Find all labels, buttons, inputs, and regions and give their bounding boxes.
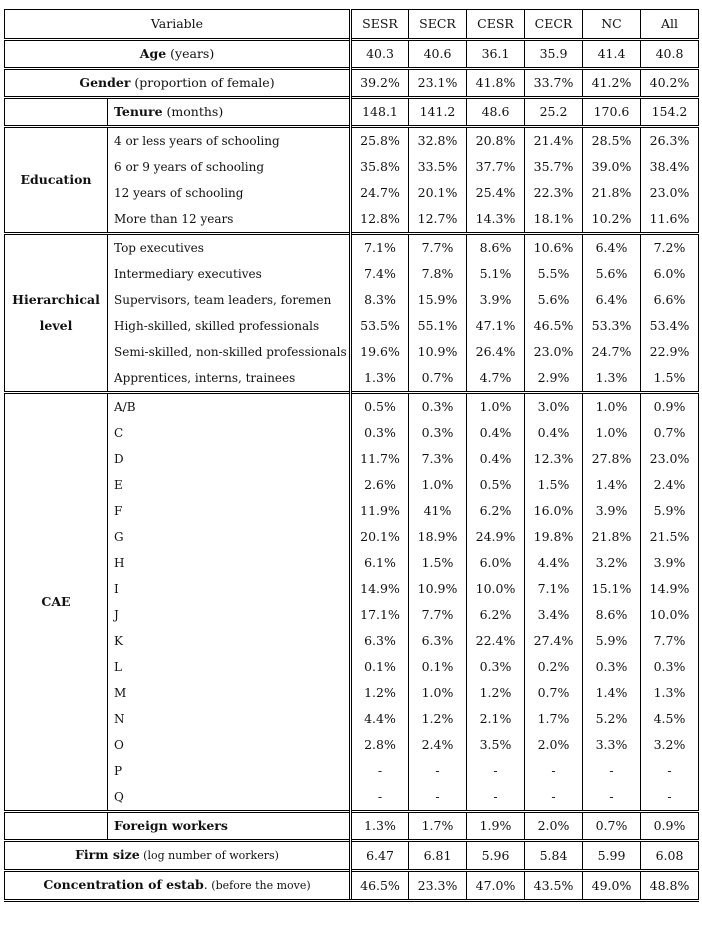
- cae-item-label: C: [114, 426, 124, 440]
- row-foreign-value-cesr: 1.9%: [467, 812, 525, 841]
- cae-row-value-cesr: 0.4%: [467, 420, 525, 446]
- row-gender-value-cecr: 33.7%: [525, 69, 583, 98]
- hierarchical-level-row: [5, 234, 699, 262]
- row-concentration-value-cecr: 43.5%: [525, 871, 583, 901]
- header-sesr: SESR: [351, 10, 409, 40]
- row-concentration-value-cesr: 47.0%: [467, 871, 525, 901]
- hierarchical-level-row-value-cecr: 5.5%: [525, 261, 583, 287]
- education-row: [5, 154, 699, 180]
- hierarchical-level-row-value-sesr: 53.5%: [351, 313, 409, 339]
- education-row-value-all: 38.4%: [641, 154, 699, 180]
- row-gender-label-detail: (proportion of female): [130, 75, 275, 90]
- cae-item-label: G: [114, 530, 124, 544]
- cae-row-value-cecr: 2.0%: [525, 732, 583, 758]
- education-row-value-nc: 28.5%: [583, 127, 641, 155]
- cae-row-value-cecr: 19.8%: [525, 524, 583, 550]
- cae-row-value-nc: -: [583, 758, 641, 784]
- cae-row-value-cecr: 16.0%: [525, 498, 583, 524]
- row-tenure-label: [108, 98, 351, 127]
- cae-row: [5, 524, 699, 550]
- row-gender-value-cesr: 41.8%: [467, 69, 525, 98]
- cae-row-value-secr: 2.4%: [409, 732, 467, 758]
- row-tenure-value-nc: 170.6: [583, 98, 641, 127]
- cae-item-label: A/B: [108, 393, 351, 421]
- row-tenure-value-all: 154.2: [641, 98, 699, 127]
- education-row: [5, 180, 699, 206]
- row-tenure-value-sesr: 148.1: [351, 98, 409, 127]
- row-age-label: [5, 40, 351, 69]
- cae-row-value-sesr: 0.1%: [351, 654, 409, 680]
- hierarchical-level-item-label: Supervisors, team leaders, foremen: [114, 293, 332, 307]
- education-category-label: [5, 127, 108, 234]
- cae-row-value-cesr: 6.2%: [467, 602, 525, 628]
- row-foreign-workers: [5, 812, 699, 841]
- cae-row-value-cesr: 24.9%: [467, 524, 525, 550]
- cae-item-label: L: [114, 660, 122, 674]
- education-row-value-cecr: 22.3%: [525, 180, 583, 206]
- cae-row-value-cesr: 6.0%: [467, 550, 525, 576]
- cae-row-value-cecr: 1.7%: [525, 706, 583, 732]
- education-category-text: Education: [20, 172, 92, 187]
- education-row-value-secr: 20.1%: [409, 180, 467, 206]
- hierarchical-level-row: [5, 261, 699, 287]
- cae-row-value-nc: 3.3%: [583, 732, 641, 758]
- education-row-value-cesr: 20.8%: [467, 127, 525, 155]
- row-firm-size-label-bold: Firm size: [75, 847, 140, 862]
- cae-row-value-cecr: 0.4%: [525, 420, 583, 446]
- cae-row-value-all: 14.9%: [641, 576, 699, 602]
- row-firm-size-value-cecr: 5.84: [525, 841, 583, 871]
- hierarchical-level-row-value-cesr: 47.1%: [467, 313, 525, 339]
- hierarchical-level-row-value-secr: 0.7%: [409, 365, 467, 393]
- header-all: All: [641, 10, 699, 40]
- row-firm-size-value-cesr: 5.96: [467, 841, 525, 871]
- hierarchical-level-item-label: Apprentices, interns, trainees: [114, 371, 296, 385]
- cae-row-value-cesr: 10.0%: [467, 576, 525, 602]
- cae-row-value-all: 21.5%: [641, 524, 699, 550]
- cae-row-value-secr: 0.3%: [409, 420, 467, 446]
- cae-row: [5, 550, 699, 576]
- row-age-value-secr: 40.6: [409, 40, 467, 69]
- row-age-value-cesr: 36.1: [467, 40, 525, 69]
- hierarchical-level-row-value-sesr: 8.3%: [351, 287, 409, 313]
- education-row-value-all: 26.3%: [641, 127, 699, 155]
- cae-row-value-cesr: 0.5%: [467, 472, 525, 498]
- cae-row: [5, 758, 699, 784]
- cae-row: [5, 784, 699, 812]
- education-row-value-cecr: 18.1%: [525, 206, 583, 234]
- hierarchical-level-row-value-nc: 24.7%: [583, 339, 641, 365]
- cae-row-value-sesr: 1.2%: [351, 680, 409, 706]
- row-concentration-value-sesr: 46.5%: [351, 871, 409, 901]
- hierarchical-level-item-label: Top executives: [108, 234, 351, 262]
- row-tenure: [5, 98, 699, 127]
- row-firm-size-value-secr: 6.81: [409, 841, 467, 871]
- hierarchical-level-category-label: [5, 234, 108, 393]
- cae-row-value-sesr: 14.9%: [351, 576, 409, 602]
- cae-row: [5, 628, 699, 654]
- cae-row-value-cecr: 0.7%: [525, 680, 583, 706]
- cae-row-value-sesr: 4.4%: [351, 706, 409, 732]
- cae-row-value-all: -: [641, 758, 699, 784]
- cae-item-label: E: [114, 478, 123, 492]
- cae-row-value-all: 7.7%: [641, 628, 699, 654]
- hierarchical-level-row-value-all: 1.5%: [641, 365, 699, 393]
- education-row-value-sesr: 12.8%: [351, 206, 409, 234]
- cae-row-value-secr: 1.0%: [409, 680, 467, 706]
- row-age-value-nc: 41.4: [583, 40, 641, 69]
- hierarchical-level-row-value-all: 7.2%: [641, 234, 699, 262]
- header-cecr: CECR: [525, 10, 583, 40]
- cae-item-label: F: [114, 504, 123, 518]
- cae-row-value-secr: -: [409, 784, 467, 812]
- row-age-value-cecr: 35.9: [525, 40, 583, 69]
- education-row-value-sesr: 25.8%: [351, 127, 409, 155]
- hierarchical-level-row-value-secr: 55.1%: [409, 313, 467, 339]
- cae-row: [5, 706, 699, 732]
- hierarchical-level-row-value-sesr: 19.6%: [351, 339, 409, 365]
- header-secr: SECR: [409, 10, 467, 40]
- row-gender-label-bold: Gender: [79, 75, 131, 90]
- header-nc: NC: [583, 10, 641, 40]
- row-age-value-sesr: 40.3: [351, 40, 409, 69]
- row-concentration-label-detail: (before the move): [207, 879, 311, 892]
- hierarchical-level-row-value-secr: 15.9%: [409, 287, 467, 313]
- cae-row-value-nc: 1.0%: [583, 420, 641, 446]
- cae-row-value-all: 0.9%: [641, 393, 699, 421]
- education-row-value-cesr: 14.3%: [467, 206, 525, 234]
- cae-row-value-cecr: 3.4%: [525, 602, 583, 628]
- cae-row-value-sesr: 2.8%: [351, 732, 409, 758]
- hierarchical-level-row-value-cesr: 8.6%: [467, 234, 525, 262]
- cae-row-value-secr: 7.3%: [409, 446, 467, 472]
- cae-row-value-nc: 5.2%: [583, 706, 641, 732]
- cae-row-value-sesr: 2.6%: [351, 472, 409, 498]
- cae-row-value-nc: 5.9%: [583, 628, 641, 654]
- cae-row-value-secr: 7.7%: [409, 602, 467, 628]
- cae-item-label: O: [114, 738, 124, 752]
- cae-row-value-nc: 8.6%: [583, 602, 641, 628]
- cae-row-value-nc: 15.1%: [583, 576, 641, 602]
- cae-row-value-cesr: 0.3%: [467, 654, 525, 680]
- cae-row-value-all: 5.9%: [641, 498, 699, 524]
- education-row-value-cecr: 35.7%: [525, 154, 583, 180]
- cae-row-value-cesr: 22.4%: [467, 628, 525, 654]
- hierarchical-level-row-value-secr: 10.9%: [409, 339, 467, 365]
- education-row-value-cesr: 25.4%: [467, 180, 525, 206]
- cae-category-text: CAE: [41, 594, 71, 609]
- header-cesr: CESR: [467, 10, 525, 40]
- row-gender-label: [5, 69, 351, 98]
- cae-row-value-cecr: 12.3%: [525, 446, 583, 472]
- cae-row-value-secr: 0.3%: [409, 393, 467, 421]
- cae-row-value-sesr: 11.7%: [351, 446, 409, 472]
- cae-row-value-sesr: 0.3%: [351, 420, 409, 446]
- cae-row-value-secr: 10.9%: [409, 576, 467, 602]
- hierarchical-level-row-value-nc: 6.4%: [583, 234, 641, 262]
- hierarchical-level-row-value-sesr: 1.3%: [351, 365, 409, 393]
- cae-row-value-cesr: 3.5%: [467, 732, 525, 758]
- education-row-value-nc: 39.0%: [583, 154, 641, 180]
- row-tenure-value-cecr: 25.2: [525, 98, 583, 127]
- cae-row-value-secr: 18.9%: [409, 524, 467, 550]
- cae-row-value-nc: 27.8%: [583, 446, 641, 472]
- cae-row-value-sesr: 0.5%: [351, 393, 409, 421]
- education-row-value-secr: 32.8%: [409, 127, 467, 155]
- cae-row-value-sesr: 6.1%: [351, 550, 409, 576]
- cae-row-value-cesr: 1.0%: [467, 393, 525, 421]
- hierarchical-level-row-value-cecr: 46.5%: [525, 313, 583, 339]
- hierarchical-level-row-value-cesr: 4.7%: [467, 365, 525, 393]
- hierarchical-level-category-text: level: [39, 318, 73, 333]
- cae-row-value-all: -: [641, 784, 699, 812]
- row-foreign-value-all: 0.9%: [641, 812, 699, 841]
- hierarchical-level-row-value-sesr: 7.1%: [351, 234, 409, 262]
- cae-row: [5, 680, 699, 706]
- cae-row-value-all: 1.3%: [641, 680, 699, 706]
- row-firm-size: [5, 841, 699, 871]
- hierarchical-level-item-label: Semi-skilled, non-skilled professionals: [114, 345, 347, 359]
- hierarchical-level-row-value-nc: 53.3%: [583, 313, 641, 339]
- cae-row-value-all: 23.0%: [641, 446, 699, 472]
- cae-row: [5, 446, 699, 472]
- row-foreign-value-secr: 1.7%: [409, 812, 467, 841]
- row-firm-size-label-detail: (log number of workers): [139, 849, 279, 862]
- cae-item-label: N: [114, 712, 125, 726]
- cae-row-value-cecr: -: [525, 784, 583, 812]
- cae-row-value-nc: 21.8%: [583, 524, 641, 550]
- row-concentration-label-bold: Concentration of estab: [43, 877, 204, 892]
- cae-row: [5, 576, 699, 602]
- hierarchical-level-row: [5, 339, 699, 365]
- row-concentration-value-nc: 49.0%: [583, 871, 641, 901]
- cae-row-value-cesr: -: [467, 784, 525, 812]
- cae-row-value-nc: 3.9%: [583, 498, 641, 524]
- cae-row-value-cesr: 2.1%: [467, 706, 525, 732]
- cae-item-label: D: [114, 452, 124, 466]
- cae-row: [5, 602, 699, 628]
- cae-row: [5, 654, 699, 680]
- row-tenure-label-bold: Tenure: [114, 104, 163, 119]
- row-gender-value-secr: 23.1%: [409, 69, 467, 98]
- cae-row-value-secr: -: [409, 758, 467, 784]
- cae-row-value-all: 3.2%: [641, 732, 699, 758]
- cae-row-value-cecr: 7.1%: [525, 576, 583, 602]
- row-concentration-label: [5, 871, 351, 901]
- cae-row-value-secr: 6.3%: [409, 628, 467, 654]
- hierarchical-level-row: [5, 287, 699, 313]
- education-item-label: 12 years of schooling: [114, 186, 244, 200]
- hierarchical-level-row-value-all: 22.9%: [641, 339, 699, 365]
- education-row-value-cesr: 37.7%: [467, 154, 525, 180]
- hierarchical-level-row-value-cecr: 23.0%: [525, 339, 583, 365]
- cae-category-label: [5, 393, 108, 812]
- cae-item-label: J: [114, 608, 119, 622]
- education-row-value-sesr: 35.8%: [351, 154, 409, 180]
- cae-row-value-cecr: 27.4%: [525, 628, 583, 654]
- hierarchical-level-category-text: Hierarchical: [12, 292, 100, 307]
- row-concentration-label-dot: .: [203, 877, 208, 892]
- row-concentration: [5, 871, 699, 901]
- education-row-value-secr: 33.5%: [409, 154, 467, 180]
- hierarchical-level-row-value-cecr: 10.6%: [525, 234, 583, 262]
- cae-row-value-all: 4.5%: [641, 706, 699, 732]
- hierarchical-level-row-value-nc: 1.3%: [583, 365, 641, 393]
- hierarchical-level-row: [5, 365, 699, 393]
- education-row: [5, 127, 699, 155]
- hierarchical-level-row-value-all: 53.4%: [641, 313, 699, 339]
- education-row-value-all: 11.6%: [641, 206, 699, 234]
- hierarchical-level-row-value-cecr: 2.9%: [525, 365, 583, 393]
- hierarchical-level-row-value-cesr: 26.4%: [467, 339, 525, 365]
- header-row: [5, 10, 699, 40]
- cae-row: [5, 393, 699, 421]
- cae-row-value-all: 0.3%: [641, 654, 699, 680]
- education-row-value-sesr: 24.7%: [351, 180, 409, 206]
- cae-row-value-cecr: 4.4%: [525, 550, 583, 576]
- cae-row-value-all: 3.9%: [641, 550, 699, 576]
- cae-row-value-secr: 0.1%: [409, 654, 467, 680]
- hierarchical-level-row-value-cesr: 5.1%: [467, 261, 525, 287]
- cae-row-value-all: 2.4%: [641, 472, 699, 498]
- statistics-table-container: [4, 9, 698, 902]
- header-variable: Variable: [5, 10, 351, 40]
- hierarchical-level-row-value-nc: 5.6%: [583, 261, 641, 287]
- row-gender: [5, 69, 699, 98]
- cae-row-value-secr: 41%: [409, 498, 467, 524]
- cae-row-value-cesr: -: [467, 758, 525, 784]
- cae-item-label: K: [114, 634, 123, 648]
- cae-row-value-nc: 1.4%: [583, 680, 641, 706]
- row-tenure-label-detail: (months): [162, 104, 224, 119]
- cae-row-value-cecr: -: [525, 758, 583, 784]
- education-row-value-nc: 21.8%: [583, 180, 641, 206]
- cae-row: [5, 420, 699, 446]
- row-foreign-label-text: Foreign workers: [114, 818, 228, 833]
- cae-row-value-nc: 1.4%: [583, 472, 641, 498]
- education-item-label: 4 or less years of schooling: [108, 127, 351, 155]
- row-age-value-all: 40.8: [641, 40, 699, 69]
- row-gender-value-nc: 41.2%: [583, 69, 641, 98]
- cae-row-value-secr: 1.0%: [409, 472, 467, 498]
- cae-row-value-all: 0.7%: [641, 420, 699, 446]
- row-age-label-bold: Age: [139, 46, 167, 61]
- row-gender-value-sesr: 39.2%: [351, 69, 409, 98]
- row-concentration-value-all: 48.8%: [641, 871, 699, 901]
- row-gender-value-all: 40.2%: [641, 69, 699, 98]
- cae-row-value-sesr: -: [351, 784, 409, 812]
- cae-item-label: P: [114, 764, 123, 778]
- row-foreign-value-sesr: 1.3%: [351, 812, 409, 841]
- hierarchical-level-item-label: Intermediary executives: [114, 267, 262, 281]
- cae-row-value-secr: 1.5%: [409, 550, 467, 576]
- row-tenure-value-secr: 141.2: [409, 98, 467, 127]
- education-item-label: More than 12 years: [114, 212, 234, 226]
- cae-item-label: M: [114, 686, 127, 700]
- cae-row-value-cesr: 1.2%: [467, 680, 525, 706]
- cae-item-label: H: [114, 556, 125, 570]
- row-age: [5, 40, 699, 69]
- row-firm-size-value-nc: 5.99: [583, 841, 641, 871]
- cae-row-value-all: 10.0%: [641, 602, 699, 628]
- cae-row-value-nc: 0.3%: [583, 654, 641, 680]
- cae-row: [5, 472, 699, 498]
- row-foreign-blank: [5, 812, 108, 841]
- hierarchical-level-row-value-cecr: 5.6%: [525, 287, 583, 313]
- row-concentration-value-secr: 23.3%: [409, 871, 467, 901]
- cae-row-value-sesr: -: [351, 758, 409, 784]
- row-foreign-label: [108, 812, 351, 841]
- row-foreign-value-nc: 0.7%: [583, 812, 641, 841]
- hierarchical-level-row-value-all: 6.6%: [641, 287, 699, 313]
- cae-row-value-cesr: 0.4%: [467, 446, 525, 472]
- hierarchical-level-item-label: High-skilled, skilled professionals: [114, 319, 320, 333]
- row-foreign-value-cecr: 2.0%: [525, 812, 583, 841]
- education-row-value-nc: 10.2%: [583, 206, 641, 234]
- education-item-label: 6 or 9 years of schooling: [114, 160, 265, 174]
- hierarchical-level-row-value-cesr: 3.9%: [467, 287, 525, 313]
- hierarchical-level-row-value-sesr: 7.4%: [351, 261, 409, 287]
- hierarchical-level-row: [5, 313, 699, 339]
- row-age-label-detail: (years): [166, 46, 215, 61]
- cae-row-value-nc: -: [583, 784, 641, 812]
- descriptive-statistics-table: [4, 9, 699, 902]
- cae-row-value-cecr: 1.5%: [525, 472, 583, 498]
- cae-row-value-nc: 3.2%: [583, 550, 641, 576]
- hierarchical-level-row-value-secr: 7.7%: [409, 234, 467, 262]
- education-row-value-secr: 12.7%: [409, 206, 467, 234]
- row-tenure-value-cesr: 48.6: [467, 98, 525, 127]
- cae-row-value-sesr: 20.1%: [351, 524, 409, 550]
- hierarchical-level-row-value-nc: 6.4%: [583, 287, 641, 313]
- row-firm-size-value-sesr: 6.47: [351, 841, 409, 871]
- cae-row-value-sesr: 11.9%: [351, 498, 409, 524]
- cae-row-value-secr: 1.2%: [409, 706, 467, 732]
- row-tenure-blank: [5, 98, 108, 127]
- cae-row-value-sesr: 6.3%: [351, 628, 409, 654]
- cae-item-label: Q: [114, 790, 124, 804]
- cae-row: [5, 498, 699, 524]
- cae-row-value-sesr: 17.1%: [351, 602, 409, 628]
- cae-row-value-cecr: 0.2%: [525, 654, 583, 680]
- education-row-value-all: 23.0%: [641, 180, 699, 206]
- cae-item-label: I: [114, 582, 119, 596]
- education-row: [5, 206, 699, 234]
- row-firm-size-value-all: 6.08: [641, 841, 699, 871]
- row-firm-size-label: [5, 841, 351, 871]
- cae-row-value-nc: 1.0%: [583, 393, 641, 421]
- hierarchical-level-row-value-secr: 7.8%: [409, 261, 467, 287]
- hierarchical-level-row-value-all: 6.0%: [641, 261, 699, 287]
- education-row-value-cecr: 21.4%: [525, 127, 583, 155]
- cae-row-value-cesr: 6.2%: [467, 498, 525, 524]
- cae-row: [5, 732, 699, 758]
- cae-row-value-cecr: 3.0%: [525, 393, 583, 421]
